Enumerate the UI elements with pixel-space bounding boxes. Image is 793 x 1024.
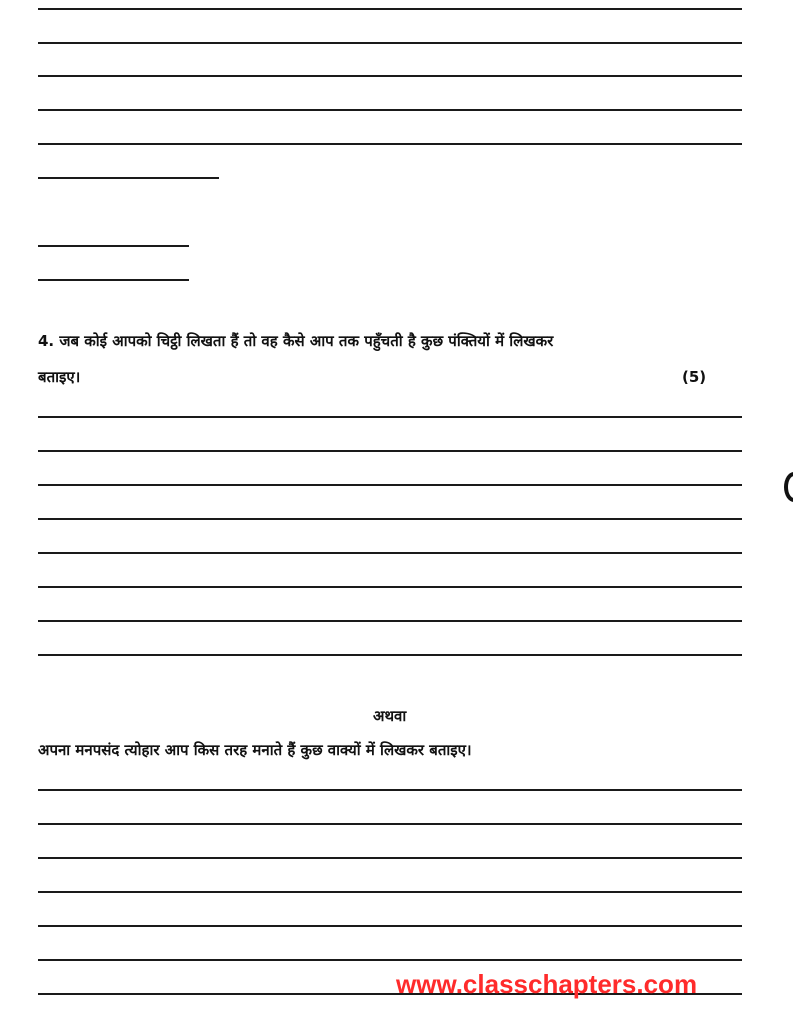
answer-line	[38, 891, 742, 893]
alternative-question-text: अपना मनपसंद त्योहार आप किस तरह मनाते हैं कुछ वाक्यों में लिखकर बताइए।	[38, 741, 472, 759]
signature-line	[38, 245, 189, 247]
answer-line	[38, 518, 742, 520]
answer-line	[38, 925, 742, 927]
answer-line	[38, 450, 742, 452]
edge-bracket-mark	[784, 472, 793, 502]
answer-line	[38, 823, 742, 825]
answer-line	[38, 959, 742, 961]
question-4-text-continued: बताइए।	[38, 368, 81, 386]
answer-line	[38, 552, 742, 554]
signature-line	[38, 279, 189, 281]
answer-line	[38, 143, 742, 145]
answer-line	[38, 8, 742, 10]
answer-line-short	[38, 177, 219, 179]
answer-line	[38, 75, 742, 77]
answer-line	[38, 484, 742, 486]
question-4-text: 4. जब कोई आपको चिट्ठी लिखता हैं तो वह कैसे आप तक पहुँचती है कुछ पंक्तियों में लिखकर	[38, 332, 554, 350]
answer-line	[38, 857, 742, 859]
answer-line	[38, 109, 742, 111]
answer-line	[38, 789, 742, 791]
answer-line	[38, 654, 742, 656]
answer-line	[38, 586, 742, 588]
answer-line	[38, 42, 742, 44]
website-watermark: www.classchapters.com	[396, 969, 698, 999]
answer-line	[38, 416, 742, 418]
answer-line	[38, 620, 742, 622]
question-4-marks: (5)	[682, 368, 707, 386]
alternative-label: अथवा	[373, 707, 407, 725]
